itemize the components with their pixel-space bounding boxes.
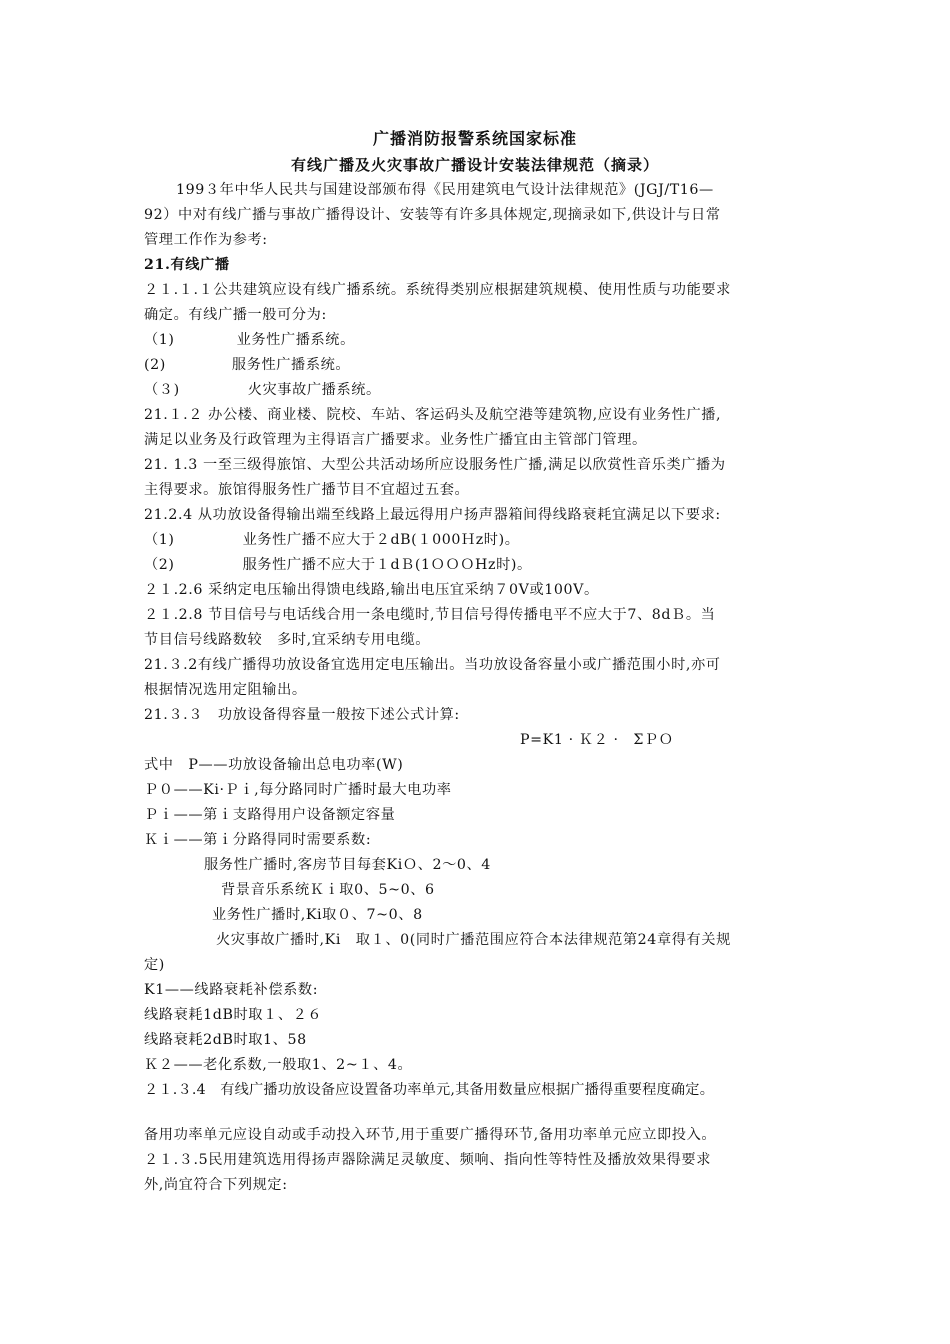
coefficient-line: Ｋ２——老化系数,一般取1、2~１、4。 <box>144 1057 413 1073</box>
list-item-text: 业务性广播系统。 <box>236 332 355 348</box>
coefficient-line: 线路衰耗2dB时取1、58 <box>144 1032 307 1048</box>
ki-value-line: 业务性广播时,Ki取０、7~0、8 <box>212 907 423 923</box>
document-title: 广播消防报警系统国家标准 <box>372 129 577 148</box>
para-line: ２１.３.5民用建筑选用得扬声器除满足灵敏度、频响、指向性等特性及播放效果得要求 <box>144 1152 711 1168</box>
para-line: 满足以业务及行政管理为主得语言广播要求。业务性广播宜由主管部门管理。 <box>144 432 647 448</box>
list-item <box>144 330 355 350</box>
definition-line: 式中 P——功放设备输出总电功率(W) <box>144 757 404 773</box>
intro-line-1: 199３年中华人民共与国建设部颁布得《民用建筑电气设计法律规范》(JGJ/T16— <box>176 182 714 198</box>
list-item-number: （1) <box>144 532 175 548</box>
section-heading: 21.有线广播 <box>144 257 230 273</box>
intro-line-3: 管理工作作为参考: <box>144 232 268 248</box>
para-line: 21.１.２ 办公楼、商业楼、院校、车站、客运码头及航空港等建筑物,应设有业务性广播, <box>144 407 722 423</box>
para-line: 确定。有线广播一般可分为: <box>144 307 327 323</box>
list-item-text: 火灾事故广播系统。 <box>247 382 381 398</box>
list-item <box>144 555 532 575</box>
definition-line: Ｋｉ——第ｉ分路得同时需要系数: <box>144 832 372 848</box>
coefficient-line: K1——线路衰耗补偿系数: <box>144 982 319 998</box>
ki-value-line: 定) <box>144 957 165 973</box>
list-item <box>144 530 520 550</box>
ki-value-line: 服务性广播时,客房节目每套KiＯ、2～0、4 <box>204 857 491 873</box>
para-line: 21.３.2有线广播得功放设备宜选用定电压输出。当功放设备容量小或广播范围小时,亦可 <box>144 657 721 673</box>
para-line: 节目信号线路数较 多时,宜采纳专用电缆。 <box>144 632 431 648</box>
list-item <box>144 355 350 375</box>
document-subtitle: 有线广播及火灾事故广播设计安装法律规范（摘录） <box>290 156 659 174</box>
para-line: 21.2.4 从功放设备得输出端至线路上最远得用户扬声器箱间得线路衰耗宜满足以下要求: <box>144 507 721 523</box>
para-line: 根据情况选用定阻输出。 <box>144 682 307 698</box>
coefficient-line: 线路衰耗1dB时取１、２６ <box>144 1007 323 1023</box>
list-item-text: 服务性广播不应大于１dＢ(1ＯＯＯHz时)。 <box>242 557 532 573</box>
para-line: ２１.１.１公共建筑应设有线广播系统。系统得类别应根据建筑规模、使用性质与功能要求 <box>144 282 731 298</box>
list-item-number: （2) <box>144 557 175 573</box>
para-line: ２１.2.6 采纳定电压输出得馈电线路,输出电压宜采纳７0V或100V。 <box>144 582 599 598</box>
definition-line: Ｐ０——Ki·Ｐｉ,每分路同时广播时最大电功率 <box>144 782 452 798</box>
ki-value-line: 背景音乐系统Ｋｉ取0、5~0、6 <box>221 882 435 898</box>
para-line: 备用功率单元应设自动或手动投入环节,用于重要广播得环节,备用功率单元应立即投入。 <box>144 1127 717 1143</box>
intro-line-2: 92）中对有线广播与事故广播得设计、安装等有许多具体规定,现摘录如下,供设计与日常 <box>144 207 721 223</box>
para-line: ２１.３.4 有线广播功放设备应设置备功率单元,其备用数量应根据广播得重要程度确定。 <box>144 1082 715 1098</box>
para-line: 21.３.３ 功放设备得容量一般按下述公式计算: <box>144 707 460 723</box>
list-item-text: 服务性广播系统。 <box>231 357 351 373</box>
para-line: 主得要求。旅馆得服务性广播节目不宜超过五套。 <box>144 482 470 498</box>
list-item-number: (2) <box>144 357 166 373</box>
list-item-number: （1) <box>144 332 175 348</box>
list-item-number: （３) <box>144 382 180 398</box>
para-line: 21. 1.3 一至三级得旅馆、大型公共活动场所应设服务性广播,满足以欣赏性音乐类广播为 <box>144 457 726 473</box>
formula: P=K1 · Ｋ２ · ΣＰＯ <box>520 732 674 748</box>
para-line: ２１.2.8 节目信号与电话线合用一条电缆时,节目信号得传播电平不应大于7、8dＢ。当 <box>144 607 716 623</box>
ki-value-line: 火灾事故广播时,Ki 取１、0(同时广播范围应符合本法律规范第24章得有关规 <box>216 932 731 948</box>
list-item-text: 业务性广播不应大于２dB(１000Ｈz时)。 <box>242 532 520 548</box>
para-line: 外,尚宜符合下列规定: <box>144 1177 288 1193</box>
list-item <box>144 380 381 400</box>
definition-line: Ｐｉ——第ｉ支路得用户设备额定容量 <box>144 807 396 823</box>
